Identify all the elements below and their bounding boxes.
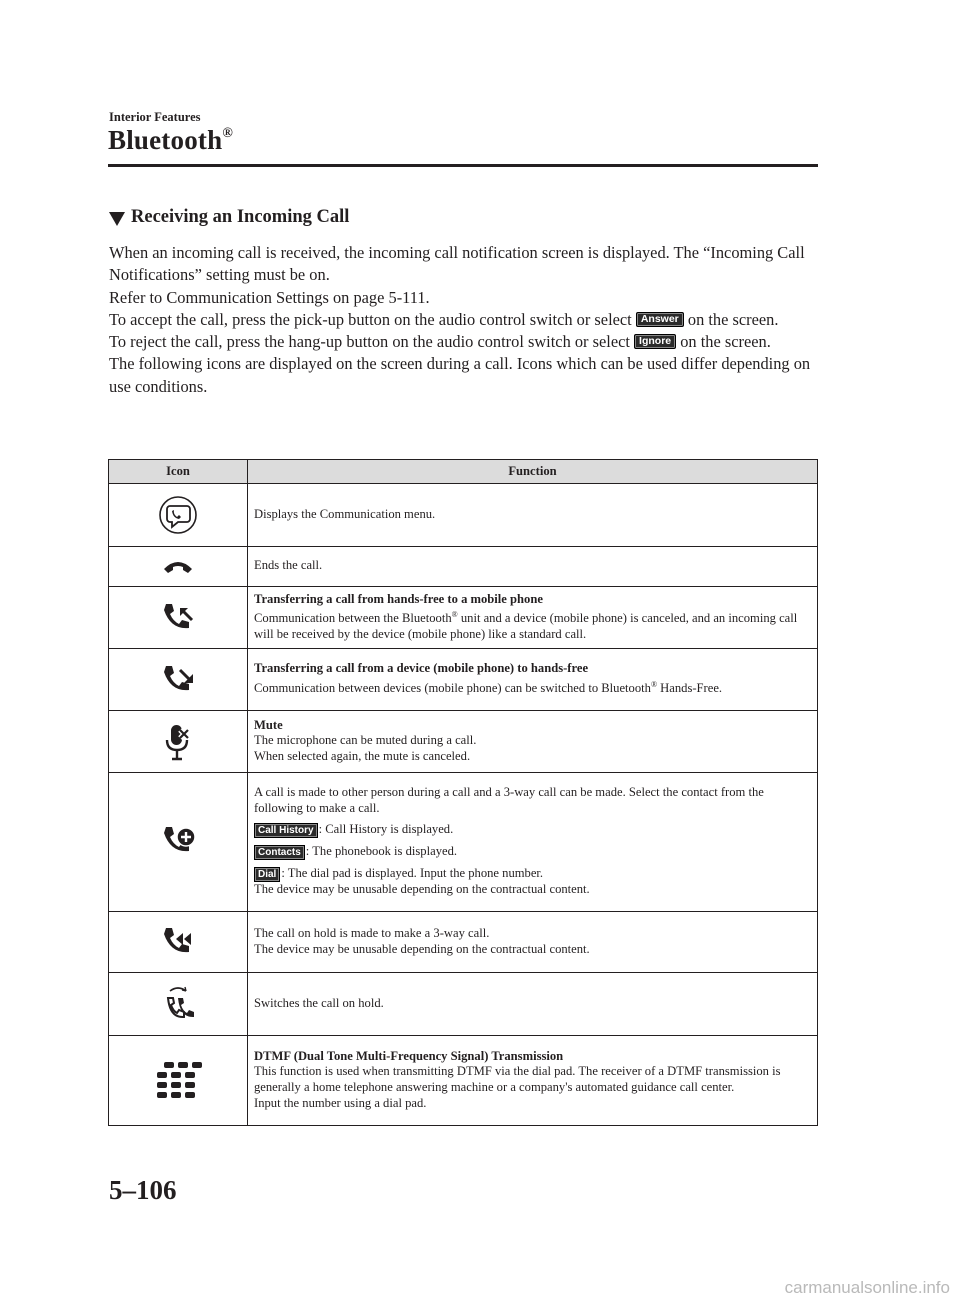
description-cell [248, 1036, 818, 1126]
add-call-icon [158, 823, 198, 861]
chapter-title [108, 125, 233, 156]
icon-cell [109, 587, 248, 649]
table-row [109, 973, 818, 1036]
body-text [109, 242, 819, 398]
paragraph: Refer to Communication Settings on page 5-111. [109, 287, 430, 307]
mute-icon [163, 722, 193, 762]
row-text: The device may be unusable depending on the contractual content. [254, 882, 590, 897]
row-text: Hands-Free. [657, 681, 723, 696]
paragraph-text: on the screen. [676, 332, 771, 352]
icon-cell [109, 1036, 248, 1126]
description-cell [248, 773, 818, 912]
description-cell [248, 711, 818, 773]
icon-cell [109, 973, 248, 1036]
end-call-icon [161, 557, 195, 577]
row-text: When selected again, the mute is canceled. [254, 748, 471, 763]
call-history-option [254, 822, 811, 838]
watermark[interactable]: carmanualsonline.info [784, 1278, 950, 1297]
paragraph-text: To accept the call, press the pick-up button on the audio control switch or select [109, 309, 636, 329]
option-text: : The dial pad is displayed. Input the phone number. [281, 866, 544, 881]
registered-mark: ® [451, 610, 458, 620]
paragraph: When an incoming call is received, the incoming call notification screen is displayed. The “Incoming Call Notifications” setting must be on. [109, 243, 805, 285]
table-row [109, 649, 818, 711]
row-text: This function is used when transmitting DTMF via the dial pad. The receiver of a DTMF transmission is generally a home telephone answering machine or a company's automated guidance call center. [254, 1064, 781, 1094]
table-row [109, 484, 818, 547]
row-text: A call is made to other person during a call and a 3-way call can be made. Select the contact from the following to make a call. [254, 785, 764, 815]
dial-button-image: Dial [254, 867, 280, 882]
subheading-text: Receiving an Incoming Call [131, 207, 350, 227]
dial-option [254, 866, 811, 882]
paragraph: The following icons are displayed on the screen during a call. Icons which can be used differ depending on use conditions. [109, 354, 811, 396]
page-separator: – [122, 1175, 136, 1205]
row-title: Transferring a call from a device (mobile phone) to hands-free [254, 661, 589, 676]
row-title: DTMF (Dual Tone Multi-Frequency Signal) Transmission [254, 1048, 564, 1063]
row-text: Communication between devices (mobile phone) can be switched to Bluetooth [254, 681, 651, 696]
row-title: Mute [254, 717, 283, 732]
icon-cell [109, 773, 248, 912]
icon-column-header: Icon [109, 460, 248, 484]
row-text: The call on hold is made to make a 3-way call. [254, 925, 490, 940]
paragraph-text: To reject the call, press the hang-up button on the audio control switch or select [109, 332, 635, 352]
icon-cell [109, 649, 248, 711]
icon-cell [109, 547, 248, 587]
function-column-header: Function [248, 460, 818, 484]
transfer-to-phone-icon [158, 600, 198, 636]
description-cell [248, 587, 818, 649]
row-text: unit and a device (mobile phone) is canceled, and an incoming call will be received by the device (mobile phone) like a standard call. [254, 611, 798, 641]
answer-button-image: Answer [636, 312, 684, 327]
table-row [109, 912, 818, 973]
switch-call-icon [160, 982, 196, 1026]
row-title: Transferring a call from hands-free to a mobile phone [254, 591, 543, 606]
header-rule [108, 164, 818, 167]
description-cell [248, 649, 818, 711]
transfer-to-handsfree-icon [158, 662, 198, 698]
table-row [109, 547, 818, 587]
table-header-row [109, 460, 818, 484]
icon-cell [109, 711, 248, 773]
chapter-number: 5 [109, 1175, 123, 1205]
section-subheading [109, 207, 349, 228]
triangle-bullet-icon [109, 212, 125, 226]
contacts-option [254, 844, 811, 860]
communication-menu-icon [158, 495, 198, 535]
table-row [109, 587, 818, 649]
section-label: Interior Features [109, 110, 201, 124]
row-text: The microphone can be muted during a call. [254, 733, 477, 748]
paragraph [109, 309, 819, 331]
option-text: : Call History is displayed. [318, 822, 454, 837]
description-cell: Switches the call on hold. [248, 973, 818, 1036]
page-number-value: 106 [136, 1175, 177, 1205]
icon-function-table [108, 459, 818, 1126]
description-cell: Displays the Communication menu. [248, 484, 818, 547]
page-number [109, 1175, 177, 1206]
dial-pad-icon [154, 1060, 202, 1102]
paragraph [109, 331, 819, 353]
registered-mark: ® [650, 679, 658, 689]
chapter-title-text: Bluetooth [108, 125, 223, 155]
merge-call-icon [158, 924, 198, 960]
row-text: The device may be unusable depending on the contractual content. [254, 941, 590, 956]
table-row [109, 773, 818, 912]
row-text: Input the number using a dial pad. [254, 1095, 427, 1110]
registered-mark: ® [222, 126, 233, 141]
description-cell [248, 912, 818, 973]
row-text: Communication between the Bluetooth [254, 611, 452, 626]
table-row [109, 1036, 818, 1126]
icon-cell [109, 484, 248, 547]
ignore-button-image: Ignore [634, 334, 676, 349]
contacts-button-image: Contacts [254, 845, 305, 860]
paragraph-text: on the screen. [683, 309, 779, 329]
option-text: : The phonebook is displayed. [305, 844, 458, 859]
description-cell: Ends the call. [248, 547, 818, 587]
table-row [109, 711, 818, 773]
call-history-button-image: Call History [254, 823, 318, 838]
icon-cell [109, 912, 248, 973]
